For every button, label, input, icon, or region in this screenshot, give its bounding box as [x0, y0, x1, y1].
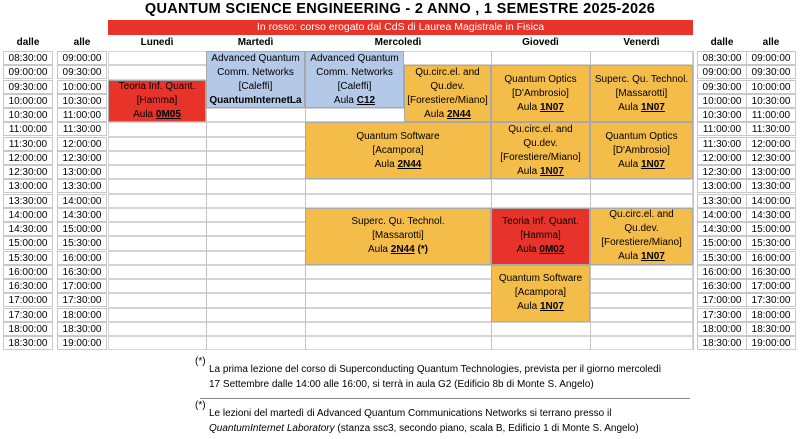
time-end-right: 13:00:00	[746, 165, 796, 179]
time-end-right: 18:00:00	[746, 308, 796, 322]
grid-row	[108, 322, 693, 336]
room-code: 0M05	[155, 108, 181, 120]
header-alle: alle	[73, 37, 91, 48]
header-dalle: dalle	[16, 37, 40, 48]
course-block	[491, 65, 590, 122]
room-prefix: Aula	[618, 101, 641, 113]
page-title: QUANTUM SCIENCE ENGINEERING - 2 ANNO , 1 SEMESTRE 2025-2026	[144, 1, 656, 17]
course-line: Comm. Networks	[316, 66, 393, 78]
course-line: Quantum Software	[356, 130, 440, 142]
time-end: 18:30:00	[57, 322, 107, 336]
time-start-right: 15:00:00	[697, 236, 747, 250]
time-start: 17:00:00	[3, 293, 53, 307]
course-block	[590, 122, 693, 179]
time-start-right: 16:30:00	[697, 279, 747, 293]
room-prefix: Aula	[333, 94, 357, 106]
header-day-1: Martedì	[237, 37, 274, 48]
time-end: 14:00:00	[57, 194, 107, 208]
time-end-right: 12:00:00	[746, 137, 796, 151]
room-code: 1N07	[640, 158, 665, 170]
time-end: 15:00:00	[57, 222, 107, 236]
course-line: [Acampora]	[514, 287, 567, 299]
room-prefix: Aula	[517, 101, 540, 113]
room-prefix: Aula	[374, 158, 398, 170]
note-1-marker: (*)	[195, 356, 206, 367]
time-start-right: 17:00:00	[697, 293, 747, 307]
grid-row	[108, 194, 693, 208]
room-prefix: Aula	[424, 108, 447, 120]
room-code: 1N07	[539, 101, 564, 113]
time-start: 17:30:00	[3, 308, 53, 322]
course-room	[517, 165, 564, 179]
time-end: 19:00:00	[57, 336, 107, 350]
time-end: 10:30:00	[57, 94, 107, 108]
time-start-right: 10:30:00	[697, 108, 747, 122]
time-end-right: 18:30:00	[746, 322, 796, 336]
note-1-line2: 17 Settembre dalle 14:00 alle 16:00, si terrà in aula G2 (Edificio 8b di Monte S. Angelo)	[209, 379, 594, 390]
time-end: 13:30:00	[57, 179, 107, 193]
course-block	[491, 122, 590, 179]
course-room	[618, 158, 665, 172]
course-block	[305, 51, 404, 108]
course-line: [D'Ambrosio]	[512, 87, 569, 99]
room-code: 1N07	[539, 165, 564, 177]
course-room	[368, 243, 428, 257]
time-end: 09:30:00	[57, 65, 107, 79]
time-start: 16:30:00	[3, 279, 53, 293]
course-line: Qu.dev.	[624, 223, 659, 235]
time-end: 12:00:00	[57, 137, 107, 151]
course-line: [Massarotti]	[372, 230, 424, 242]
room-code: 1N07	[640, 251, 665, 263]
time-end-right: 11:00:00	[746, 108, 796, 122]
room-prefix: Aula	[618, 158, 641, 170]
room-code: 1N07	[640, 101, 665, 113]
header-alle-right: alle	[762, 37, 780, 48]
time-start-right: 09:30:00	[697, 80, 747, 94]
time-start: 14:30:00	[3, 222, 53, 236]
time-end-right: 16:00:00	[746, 251, 796, 265]
time-end-right: 17:00:00	[746, 279, 796, 293]
course-room	[375, 158, 422, 172]
time-start-right: 12:00:00	[697, 151, 747, 165]
time-start-right: 12:30:00	[697, 165, 747, 179]
time-end: 11:30:00	[57, 122, 107, 136]
header-dalle-right: dalle	[710, 37, 734, 48]
time-end: 17:30:00	[57, 293, 107, 307]
time-start-right: 17:30:00	[697, 308, 747, 322]
room-code: QuantumInternetLa	[209, 94, 302, 106]
time-end-right: 13:30:00	[746, 179, 796, 193]
course-line: Quantum Optics	[605, 130, 678, 142]
grid-column-line	[693, 51, 694, 350]
room-prefix: Aula	[133, 108, 156, 120]
course-room	[618, 101, 665, 115]
room-prefix: Aula	[516, 244, 540, 256]
time-end-right: 10:30:00	[746, 94, 796, 108]
time-start-right: 16:00:00	[697, 265, 747, 279]
time-start: 09:30:00	[3, 80, 53, 94]
course-room	[334, 94, 375, 108]
grid-row	[108, 265, 693, 279]
time-start: 11:30:00	[3, 137, 53, 151]
note-2	[209, 406, 639, 436]
course-line: Advanced Quantum	[310, 52, 399, 64]
time-start-right: 11:00:00	[697, 122, 747, 136]
course-room	[517, 243, 565, 257]
course-block	[108, 80, 206, 123]
time-end-right: 09:00:00	[746, 51, 796, 65]
time-start-right: 08:30:00	[697, 51, 747, 65]
time-start: 09:00:00	[3, 65, 53, 79]
time-start: 15:30:00	[3, 251, 53, 265]
time-end: 12:30:00	[57, 151, 107, 165]
course-line: Qu.dev.	[430, 80, 465, 92]
time-start-right: 15:30:00	[697, 251, 747, 265]
time-start-right: 13:30:00	[697, 194, 747, 208]
grid-row	[108, 293, 693, 307]
time-start: 18:00:00	[3, 322, 53, 336]
room-prefix: Aula	[367, 244, 391, 256]
time-end-right: 09:30:00	[746, 65, 796, 79]
time-start-right: 10:00:00	[697, 94, 747, 108]
time-end-right: 19:00:00	[746, 336, 796, 350]
course-line: [Hamma]	[520, 230, 561, 242]
time-start: 15:00:00	[3, 236, 53, 250]
course-line: Qu.circ.el. and	[508, 123, 573, 135]
time-end: 16:30:00	[57, 265, 107, 279]
course-line: Comm. Networks	[217, 66, 294, 78]
time-start-right: 11:30:00	[697, 137, 747, 151]
grid-row	[108, 179, 693, 193]
room-prefix: Aula	[517, 165, 540, 177]
grid-row	[108, 279, 693, 293]
course-line: Qu.dev.	[523, 137, 558, 149]
header-day-2: Mercoledì	[374, 37, 422, 48]
header-day-0: Lunedì	[140, 37, 174, 48]
course-line: Quantum Software	[498, 273, 583, 285]
time-start: 12:00:00	[3, 151, 53, 165]
time-start: 10:30:00	[3, 108, 53, 122]
time-start: 14:00:00	[3, 208, 53, 222]
time-end-right: 14:00:00	[746, 194, 796, 208]
room-code: 2N44	[390, 244, 415, 256]
room-prefix: Aula	[618, 251, 641, 263]
time-end-right: 11:30:00	[746, 122, 796, 136]
time-end-right: 16:30:00	[746, 265, 796, 279]
note-2-line2	[209, 421, 639, 436]
course-line: [Forestiere/Miano]	[500, 151, 581, 163]
time-start-right: 14:00:00	[697, 208, 747, 222]
room-code: 2N44	[397, 158, 422, 170]
note-2-line2-rest: (stanza ssc3, secondo piano, scala B, Edificio 1 di Monte S. Angelo)	[334, 423, 639, 434]
note-2-lab-name: QuantumInternet Laboratory	[209, 423, 335, 434]
room-code: 1N07	[539, 301, 564, 313]
room-code: 0M02	[539, 244, 565, 256]
time-start: 08:30:00	[3, 51, 53, 65]
note-1-line1: La prima lezione del corso di Superconducting Quantum Technologies, prevista per il giorno mercoledì	[209, 364, 662, 375]
course-line: [Massarotti]	[615, 87, 668, 99]
course-room	[517, 101, 564, 115]
course-line: [Caleffi]	[337, 80, 372, 92]
course-line: [Caleffi]	[238, 80, 273, 92]
course-line: [D'Ambrosio]	[613, 144, 670, 156]
note-1	[209, 362, 661, 392]
time-end-right: 15:30:00	[746, 236, 796, 250]
time-start: 11:00:00	[3, 122, 53, 136]
course-line: Teoria Inf. Quant.	[118, 80, 196, 92]
course-block	[491, 265, 590, 322]
time-end: 09:00:00	[57, 51, 107, 65]
time-start: 16:00:00	[3, 265, 53, 279]
time-start-right: 09:00:00	[697, 65, 747, 79]
course-block	[305, 122, 491, 179]
course-line: Superc. Qu. Technol.	[351, 216, 445, 228]
course-block	[491, 208, 590, 265]
course-room	[133, 108, 181, 122]
course-block	[404, 65, 491, 122]
time-end: 14:30:00	[57, 208, 107, 222]
note-2-marker: (*)	[195, 400, 206, 411]
time-end: 17:00:00	[57, 279, 107, 293]
time-end: 16:00:00	[57, 251, 107, 265]
time-end-right: 17:30:00	[746, 293, 796, 307]
course-line: Teoria Inf. Quant.	[502, 216, 579, 228]
course-block	[590, 65, 693, 122]
header-day-3: Giovedì	[522, 37, 559, 48]
course-line: [Hamma]	[136, 94, 178, 106]
course-line: [Forestiere/Miano]	[601, 237, 682, 249]
time-end: 15:30:00	[57, 236, 107, 250]
course-line: Advanced Quantum	[211, 52, 300, 64]
room-code: 2N44	[446, 108, 471, 120]
course-line: [Acampora]	[372, 144, 424, 156]
course-line: Qu.circ.el. and	[415, 66, 480, 78]
time-start: 18:30:00	[3, 336, 53, 350]
time-end: 13:00:00	[57, 165, 107, 179]
time-start-right: 18:00:00	[697, 322, 747, 336]
grid-row	[108, 308, 693, 322]
course-line: Quantum Optics	[504, 73, 577, 85]
note-2-line1: Le lezioni del martedì di Advanced Quantum Communications Networks si terrano presso il	[209, 408, 612, 419]
course-room	[618, 250, 665, 264]
course-block	[590, 208, 693, 265]
course-line: Superc. Qu. Technol.	[594, 73, 689, 85]
time-start-right: 18:30:00	[697, 336, 747, 350]
time-end-right: 12:30:00	[746, 151, 796, 165]
time-end: 10:00:00	[57, 80, 107, 94]
time-end-right: 15:00:00	[746, 222, 796, 236]
time-end-right: 14:30:00	[746, 208, 796, 222]
time-end-right: 10:00:00	[746, 80, 796, 94]
course-room	[209, 94, 301, 108]
course-line: Qu.circ.el. and	[609, 209, 674, 221]
red-banner: In rosso: corso erogato dal CdS di Laurea Magistrale in Fisica	[108, 20, 693, 35]
time-start-right: 14:30:00	[697, 222, 747, 236]
course-line: [Forestiere/Miano]	[407, 94, 488, 106]
time-end: 11:00:00	[57, 108, 107, 122]
course-room	[424, 108, 471, 122]
course-block	[305, 208, 491, 265]
time-start: 10:00:00	[3, 94, 53, 108]
time-start-right: 13:00:00	[697, 179, 747, 193]
note-separator	[200, 398, 690, 399]
time-start: 13:30:00	[3, 194, 53, 208]
room-code: C12	[356, 94, 376, 106]
grid-row	[108, 336, 693, 350]
room-suffix: (*)	[414, 244, 429, 256]
time-start: 12:30:00	[3, 165, 53, 179]
time-end: 18:00:00	[57, 308, 107, 322]
header-day-4: Venerdì	[623, 37, 660, 48]
room-prefix: Aula	[517, 301, 540, 313]
course-block	[206, 51, 305, 108]
time-start: 13:00:00	[3, 179, 53, 193]
course-room	[517, 300, 564, 314]
